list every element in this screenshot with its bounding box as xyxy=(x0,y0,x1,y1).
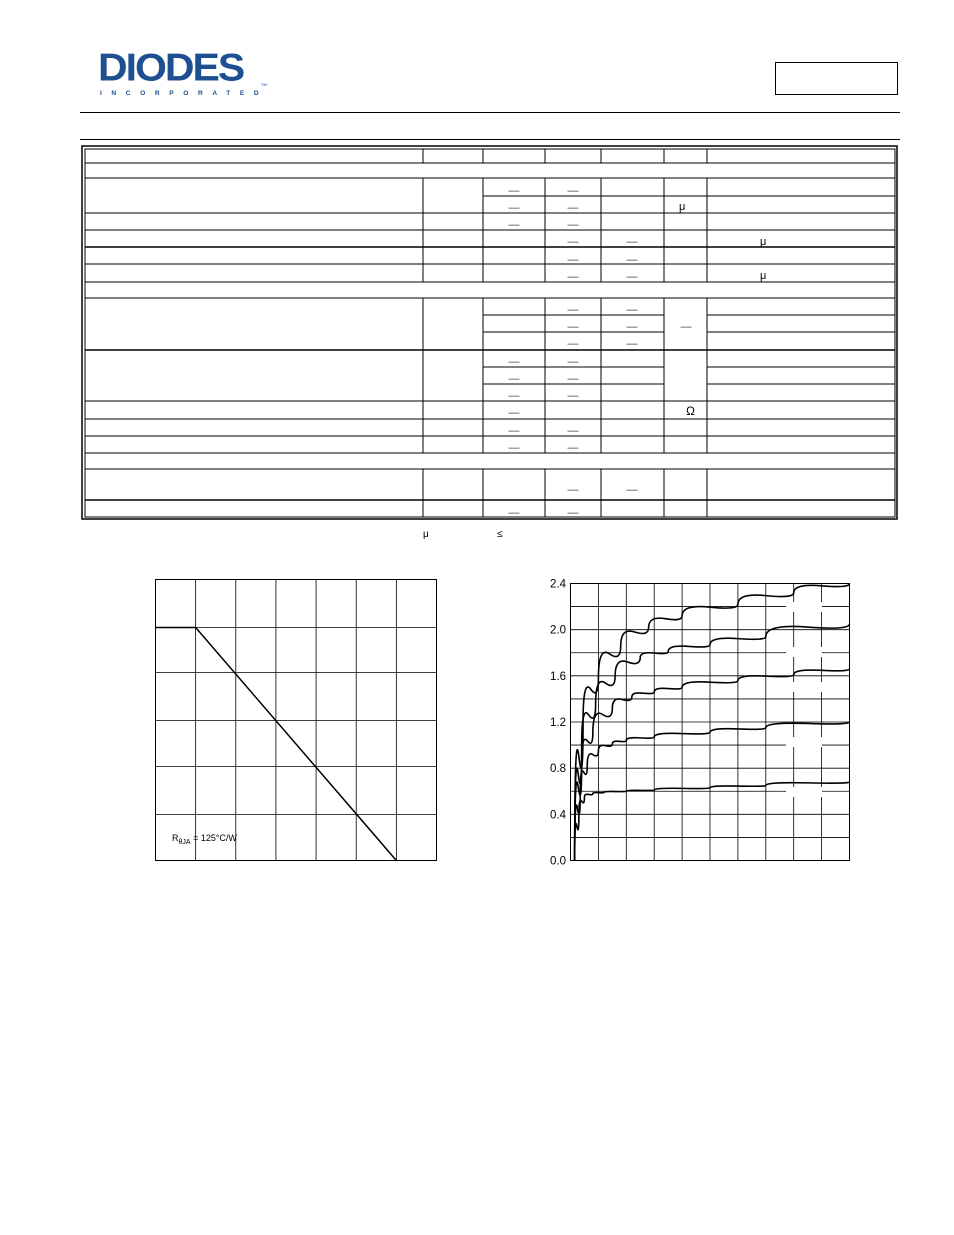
derating-chart xyxy=(150,575,442,867)
table-dash-5: — xyxy=(567,219,579,231)
condition-mu-1: μ xyxy=(760,236,767,248)
table-dash-25: — xyxy=(508,407,520,419)
table-inner-border xyxy=(85,149,895,517)
table-dash-18: — xyxy=(680,321,692,333)
table-dash-19: — xyxy=(508,356,520,368)
electrical-characteristics-table xyxy=(0,0,954,560)
legend-gap-3 xyxy=(786,682,822,692)
output-characteristics-chart xyxy=(530,572,860,867)
right-ytick-label-1: 2.0 xyxy=(550,624,566,637)
right-ytick-label-5: 0.4 xyxy=(550,809,566,822)
table-dash-1: — xyxy=(567,185,579,197)
table-dash-13: — xyxy=(626,304,638,316)
table-dash-7: — xyxy=(626,236,638,248)
table-dash-30: — xyxy=(567,484,579,496)
table-dash-33: — xyxy=(567,507,579,519)
table-dash-6: — xyxy=(567,236,579,248)
right-ytick-label-2: 1.6 xyxy=(550,670,566,683)
table-dash-12: — xyxy=(567,304,579,316)
annotation-r: R xyxy=(172,833,179,843)
table-dash-29: — xyxy=(567,442,579,454)
right-ytick-label-4: 0.8 xyxy=(550,763,566,776)
legend-gaps xyxy=(786,602,822,797)
table-dash-26: — xyxy=(508,425,520,437)
left-chart-grid xyxy=(156,580,437,861)
table-dash-32: — xyxy=(508,507,520,519)
table-dash-24: — xyxy=(567,390,579,402)
legend-gap-1 xyxy=(786,602,822,612)
table-dash-23: — xyxy=(508,390,520,402)
left-chart-frame xyxy=(156,580,437,861)
table-dash-0: — xyxy=(508,185,520,197)
right-chart-grid xyxy=(571,584,850,861)
table-dash-27: — xyxy=(567,425,579,437)
logo-trademark: TM xyxy=(261,82,267,87)
left-chart-annotation xyxy=(172,833,237,846)
table-dash-31: — xyxy=(626,484,638,496)
table-grid-lines xyxy=(85,149,895,517)
legend-gap-4 xyxy=(786,737,822,747)
legend-gap-2 xyxy=(786,647,822,657)
logo-subtitle: INCORPORATED xyxy=(100,90,269,97)
right-chart-y-tick-labels xyxy=(550,579,567,868)
right-ytick-label-3: 1.2 xyxy=(550,717,566,729)
right-ytick-label-6: 0.0 xyxy=(550,855,566,867)
table-dash-10: — xyxy=(567,271,579,283)
logo-wordmark: DIODES xyxy=(98,45,244,89)
right-ytick-label-0: 2.4 xyxy=(550,578,566,591)
table-dash-21: — xyxy=(508,373,520,385)
table-dash-4: — xyxy=(508,219,520,231)
table-dash-20: — xyxy=(567,356,579,368)
footnote-mu: μ xyxy=(423,529,429,540)
table-dash-14: — xyxy=(567,321,579,333)
condition-mu-2: μ xyxy=(760,270,767,282)
unit-mu-1: μ xyxy=(679,201,686,213)
table-dash-11: — xyxy=(626,271,638,283)
annotation-rest: = 125°C/W xyxy=(190,833,237,843)
table-dash-17: — xyxy=(626,338,638,350)
table-dash-8: — xyxy=(567,254,579,266)
unit-ohm: Ω xyxy=(686,404,695,418)
table-dash-28: — xyxy=(508,442,520,454)
annotation-sub: θJA xyxy=(178,839,191,846)
table-dash-9: — xyxy=(626,254,638,266)
table-dash-3: — xyxy=(567,202,579,214)
table-dash-15: — xyxy=(626,321,638,333)
curve-3 xyxy=(575,669,850,861)
table-dash-2: — xyxy=(508,202,520,214)
table-dash-16: — xyxy=(567,338,579,350)
footnote-leq: ≤ xyxy=(497,529,503,540)
legend-gap-5 xyxy=(786,787,822,797)
table-dash-22: — xyxy=(567,373,579,385)
